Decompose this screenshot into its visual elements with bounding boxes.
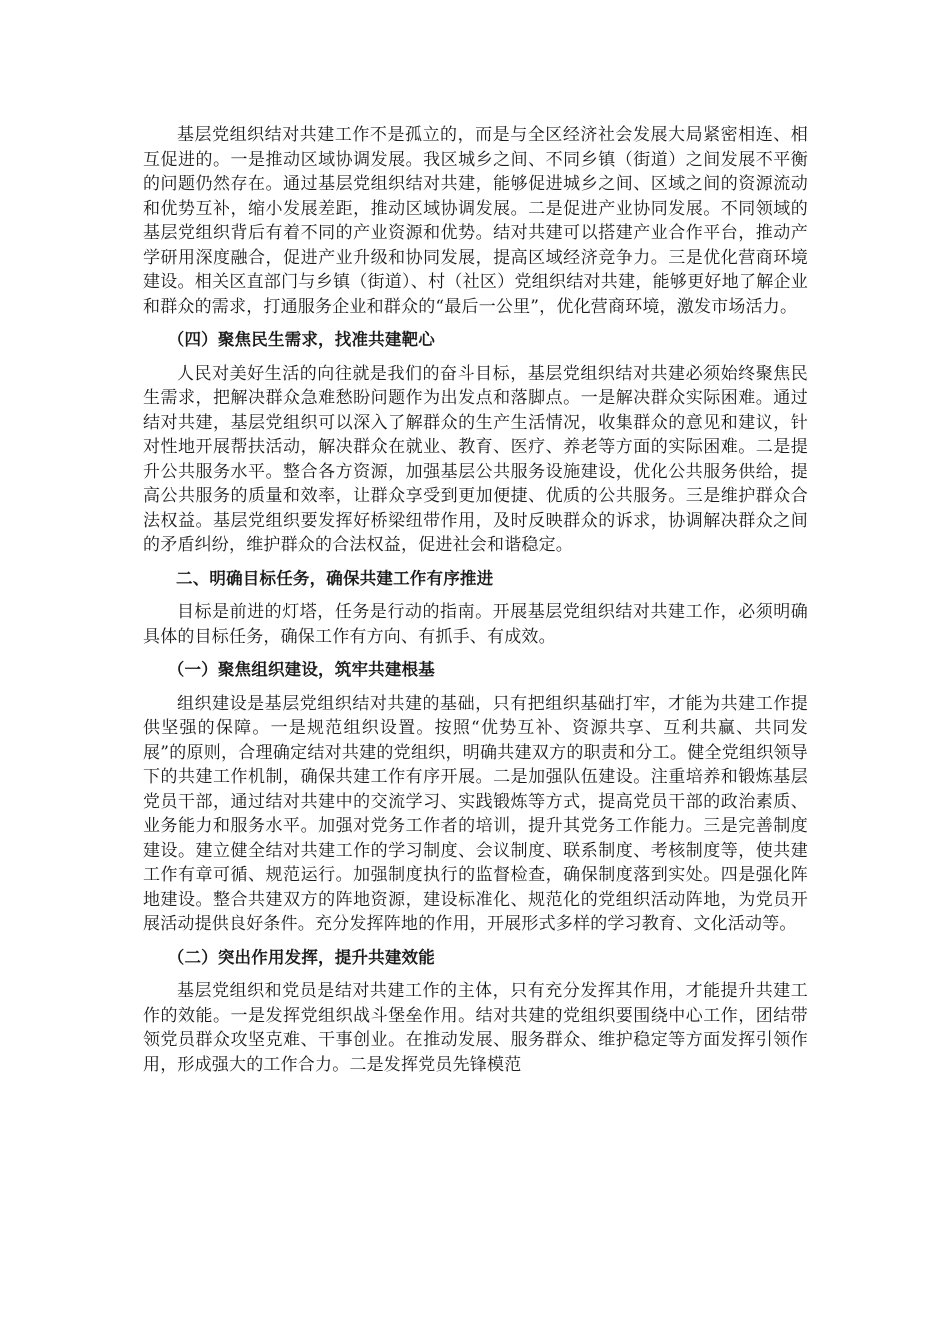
section-subheading: （四）聚焦民生需求，找准共建靶心	[167, 330, 435, 349]
body-paragraph: 人民对美好生活的向往就是我们的奋斗目标，基层党组织结对共建必须始终聚焦民生需求，把解决群众急难愁盼问题作为出发点和落脚点。一是解决群众实际困难。通过结对共建，基层党组织可以深入了解群众的生产生活情况，收集群众的意见和建议，针对性地开展帮扶活动，解决群众在就业、教育、医疗、养老等方面的实际困难。二是提升公共服务水平。整合各方资源，加强基层公共服务设施建设，优化公共服务供给，提高公共服务的质量和效率，让群众享受到更加便捷、优质的公共服务。三是维护群众合法权益。基层党组织要发挥好桥梁纽带作用，及时反映群众的诉求，协调解决群众之间的矛盾纠纷，维护群众的合法权益，促进社会和谐稳定。	[143, 363, 808, 555]
body-paragraph: 基层党组织结对共建工作不是孤立的，而是与全区经济社会发展大局紧密相连、相互促进的。一是推动区域协调发展。我区城乡之间、不同乡镇（街道）之间发展不平衡的问题仍然存在。通过基层党组织结对共建，能够促进城乡之间、区域之间的资源流动和优势互补，缩小发展差距，推动区域协调发展。二是促进产业协同发展。不同领域的基层党组织背后有着不同的产业资源和优势。结对共建可以搭建产业合作平台，推动产学研用深度融合，促进产业升级和协同发展，提高区域经济竞争力。三是优化营商环境建设。相关区直部门与乡镇（街道）、村（社区）党组织结对共建，能够更好地了解企业和群众的需求，打通服务企业和群众的“最后一公里”，优化营商环境，激发市场活力。	[143, 125, 808, 317]
document-page	[143, 123, 808, 1077]
section-subheading: （二）突出作用发挥，提升共建效能	[167, 947, 435, 967]
section-heading: 二、明确目标任务，确保共建工作有序推进	[176, 568, 494, 588]
body-paragraph: 组织建设是基层党组织结对共建的基础，只有把组织基础打牢，才能为共建工作提供坚强的保障。一是规范组织设置。按照“优势互补、资源共享、互利共赢、共同发展”的原则，合理确定结对共建的党组织，明确共建双方的职责和分工。健全党组织领导下的共建工作机制，确保共建工作有序开展。二是加强队伍建设。注重培养和锻炼基层党员干部，通过结对共建中的交流学习、实践锻炼等方式，提高党员干部的政治素质、业务能力和服务水平。加强对党务工作者的培训，提升其党务工作能力。三是完善制度建设。建立健全结对共建工作的学习制度、会议制度、联系制度、考核制度等，使共建工作有章可循、规范运行。加强制度执行的监督检查，确保制度落到实处。四是强化阵地建设。整合共建双方的阵地资源，建设标准化、规范化的党组织活动阵地，为党员开展活动提供良好条件。充分发挥阵地的作用，开展形式多样的学习教育、文化活动等。	[143, 693, 808, 934]
body-paragraph: 基层党组织和党员是结对共建工作的主体，只有充分发挥其作用，才能提升共建工作的效能。一是发挥党组织战斗堡垒作用。结对共建的党组织要围绕中心工作，团结带领党员群众攻坚克难、干事创业。在推动发展、服务群众、维护稳定等方面发挥引领作用，形成强大的工作合力。二是发挥党员先锋模范	[143, 981, 808, 1075]
body-paragraph: 目标是前进的灯塔，任务是行动的指南。开展基层党组织结对共建工作，必须明确具体的目标任务，确保工作有方向、有抓手、有成效。	[143, 602, 808, 647]
section-subheading: （一）聚焦组织建设，筑牢共建根基	[167, 660, 435, 679]
